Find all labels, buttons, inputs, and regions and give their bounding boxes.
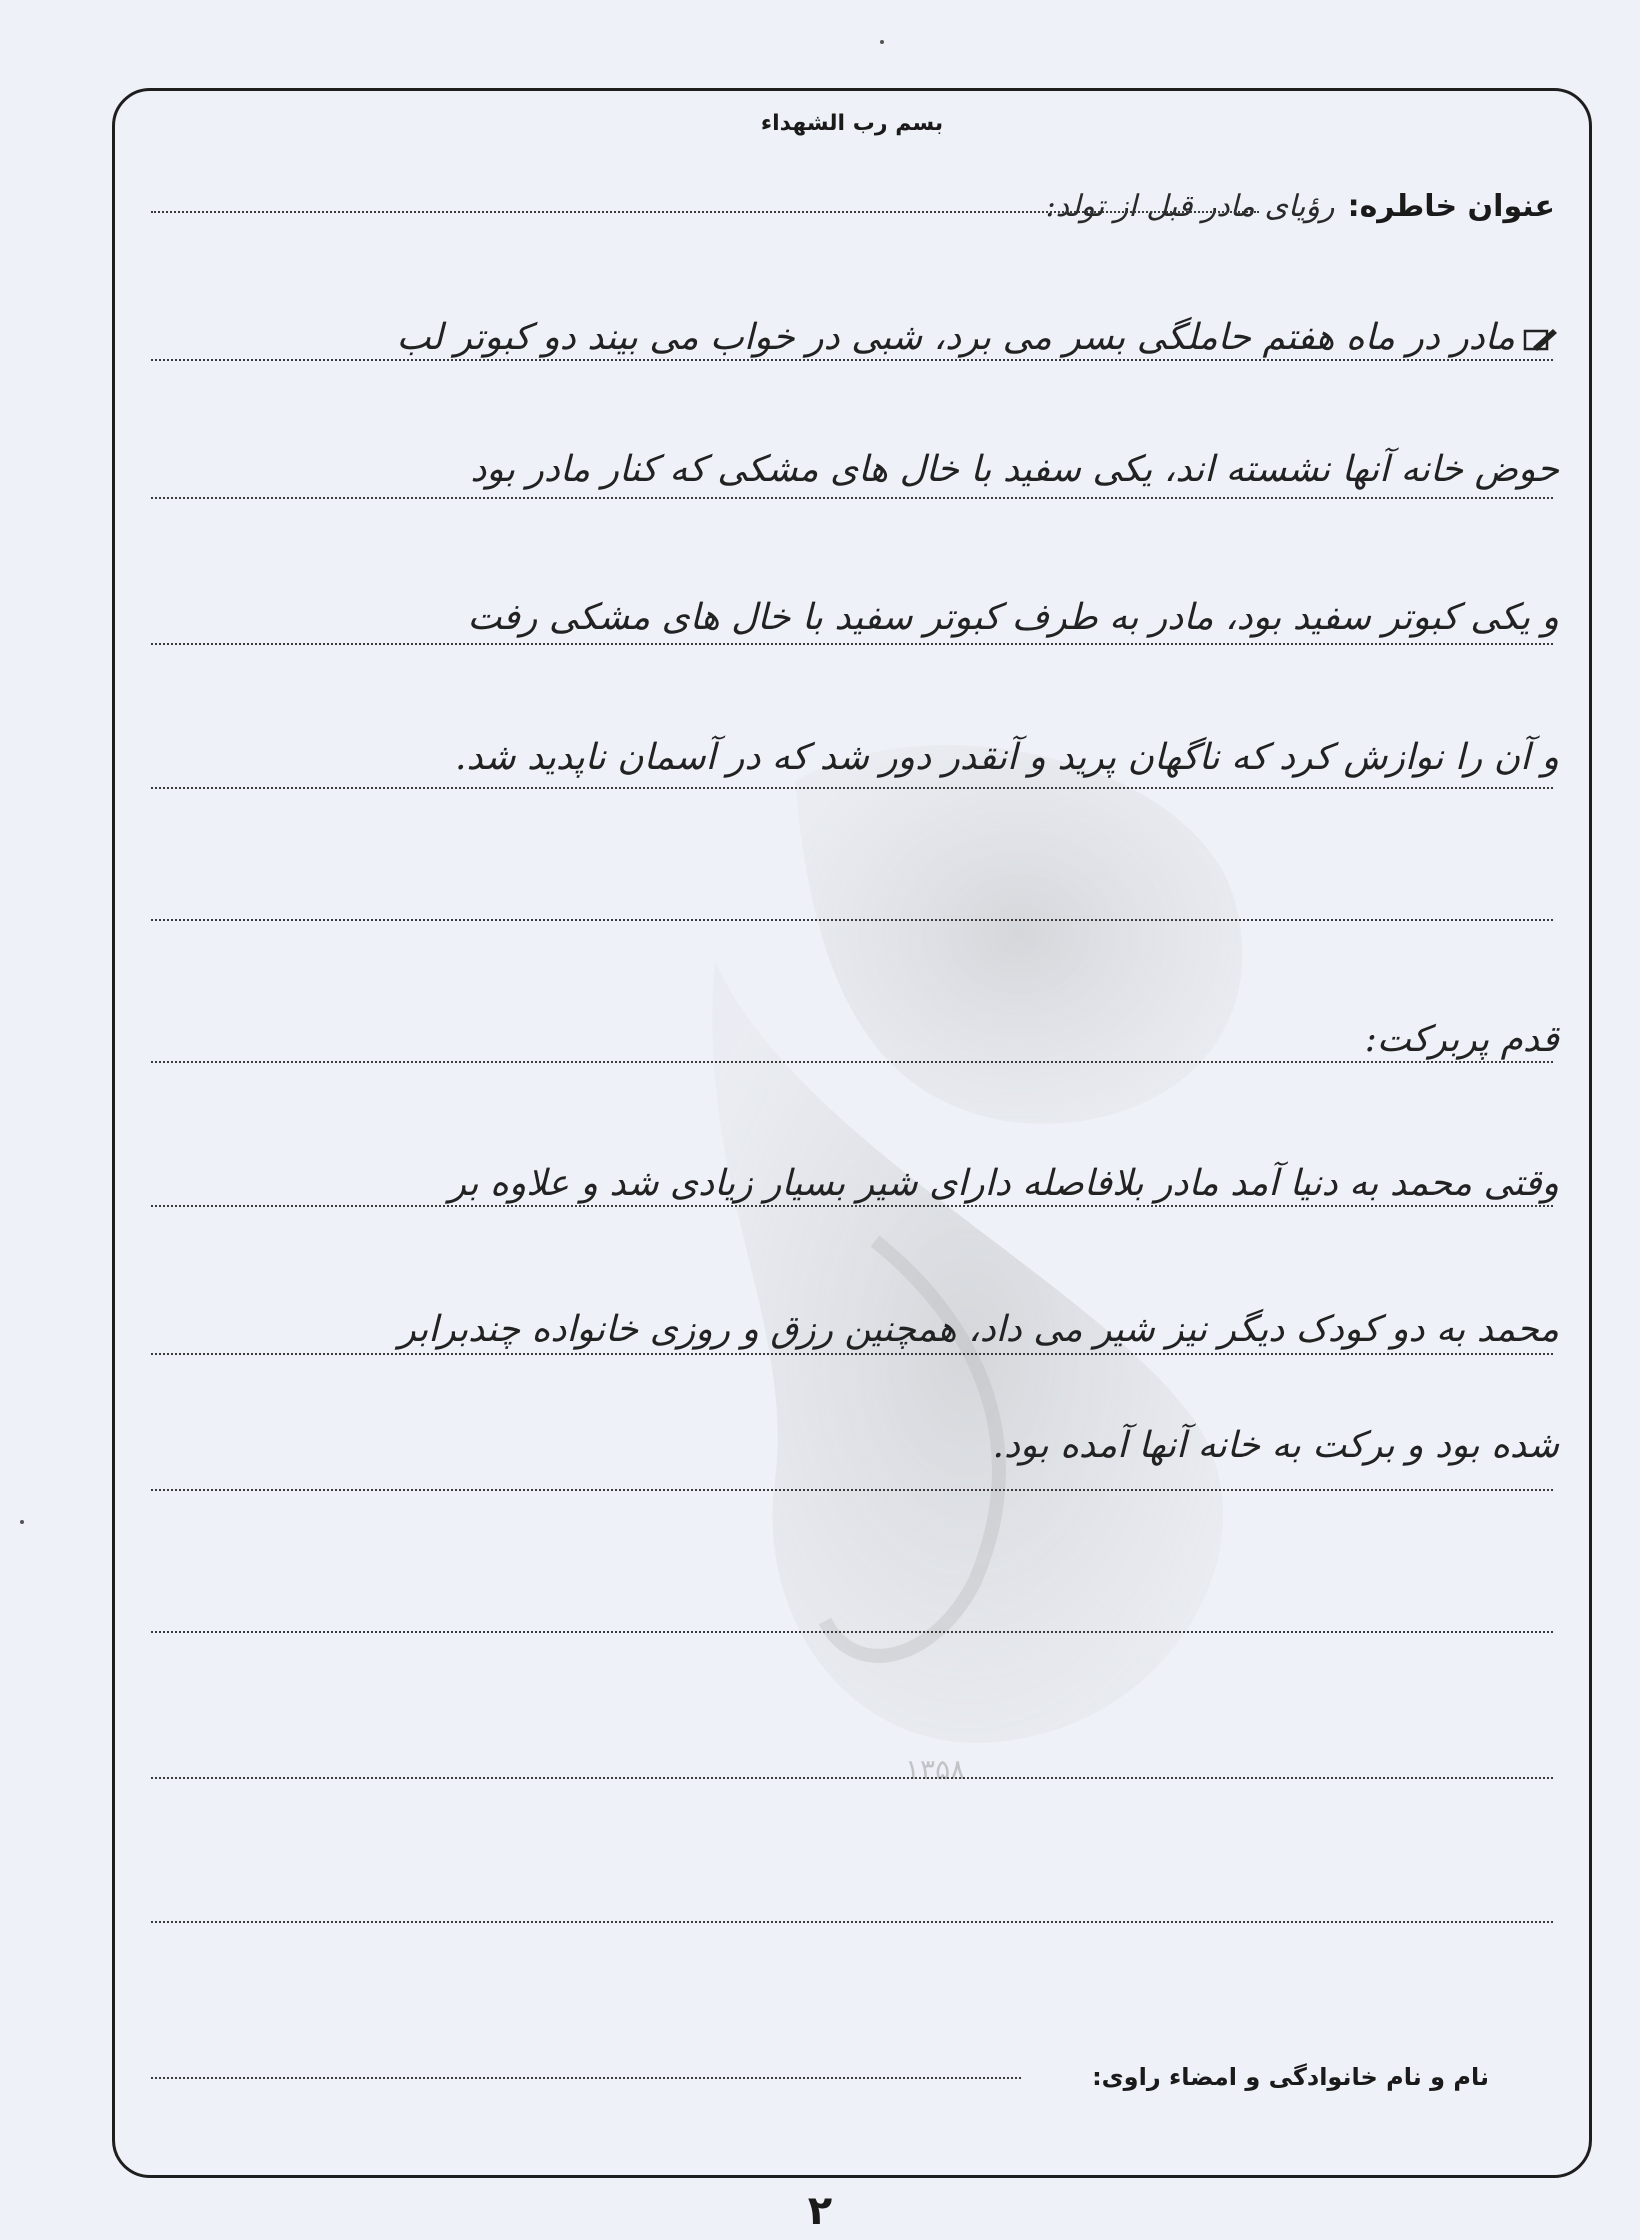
scan-speck [20, 1520, 24, 1524]
martyr-emblem-watermark [675, 721, 1295, 1781]
body-line-2: حوض خانه آنها نشسته اند، یکی سفید با خال های مشکی که کنار مادر بود [470, 449, 1559, 490]
memory-form-frame [112, 88, 1592, 2178]
dotted-line [151, 643, 1553, 645]
narrator-signature-label: نام و نام خانوادگی و امضاء راوی: [1092, 2063, 1489, 2091]
section-heading-blessed-step: قدم پربرکت: [1364, 1019, 1559, 1060]
body-line-1 [139, 317, 1559, 358]
watermark-year: ۱۳۵۸ [905, 1753, 966, 1781]
bismillah-heading: بسم رب الشهداء [760, 111, 944, 136]
memory-title-row [1046, 189, 1555, 224]
narrator-signature-line [151, 2077, 1021, 2079]
title-dotted-line [151, 211, 1259, 213]
memory-title-value: رؤیای مادر قبل از تولد: [1045, 189, 1335, 224]
dotted-line [151, 497, 1553, 499]
dotted-line [151, 787, 1553, 789]
body-line-7: وقتی محمد به دنیا آمد مادر بلافاصله دارای شیر بسیار زیادی شد و علاوه بر [448, 1163, 1559, 1204]
body-line-text: مادر در ماه هفتم حاملگی بسر می برد، شبی در خواب می بیند دو کبوتر لب [396, 317, 1515, 358]
dotted-line [151, 1353, 1553, 1355]
body-line-3: و یکی کبوتر سفید بود، مادر به طرف کبوتر سفید با خال های مشکی رفت [467, 597, 1559, 638]
memory-title-label: عنوان خاطره: [1347, 189, 1555, 224]
pencil-icon [1523, 325, 1559, 355]
dotted-line [151, 359, 1553, 361]
dotted-line [151, 1061, 1553, 1063]
body-line-8: محمد به دو کودک دیگر نیز شیر می داد، همچنین رزق و روزی خانواده چندبرابر [398, 1309, 1559, 1350]
dotted-line [151, 1489, 1553, 1491]
body-line-9: شده بود و برکت به خانه آنها آمده بود. [992, 1425, 1559, 1466]
dotted-line [151, 1921, 1553, 1923]
page-number: ۲ [807, 2188, 833, 2234]
dotted-line [151, 1631, 1553, 1633]
dotted-line [151, 1205, 1553, 1207]
scan-speck [880, 40, 884, 44]
dotted-line [151, 1777, 1553, 1779]
body-line-4: و آن را نوازش کرد که ناگهان پرید و آنقدر دور شد که در آسمان ناپدید شد. [455, 737, 1559, 778]
dotted-line [151, 919, 1553, 921]
